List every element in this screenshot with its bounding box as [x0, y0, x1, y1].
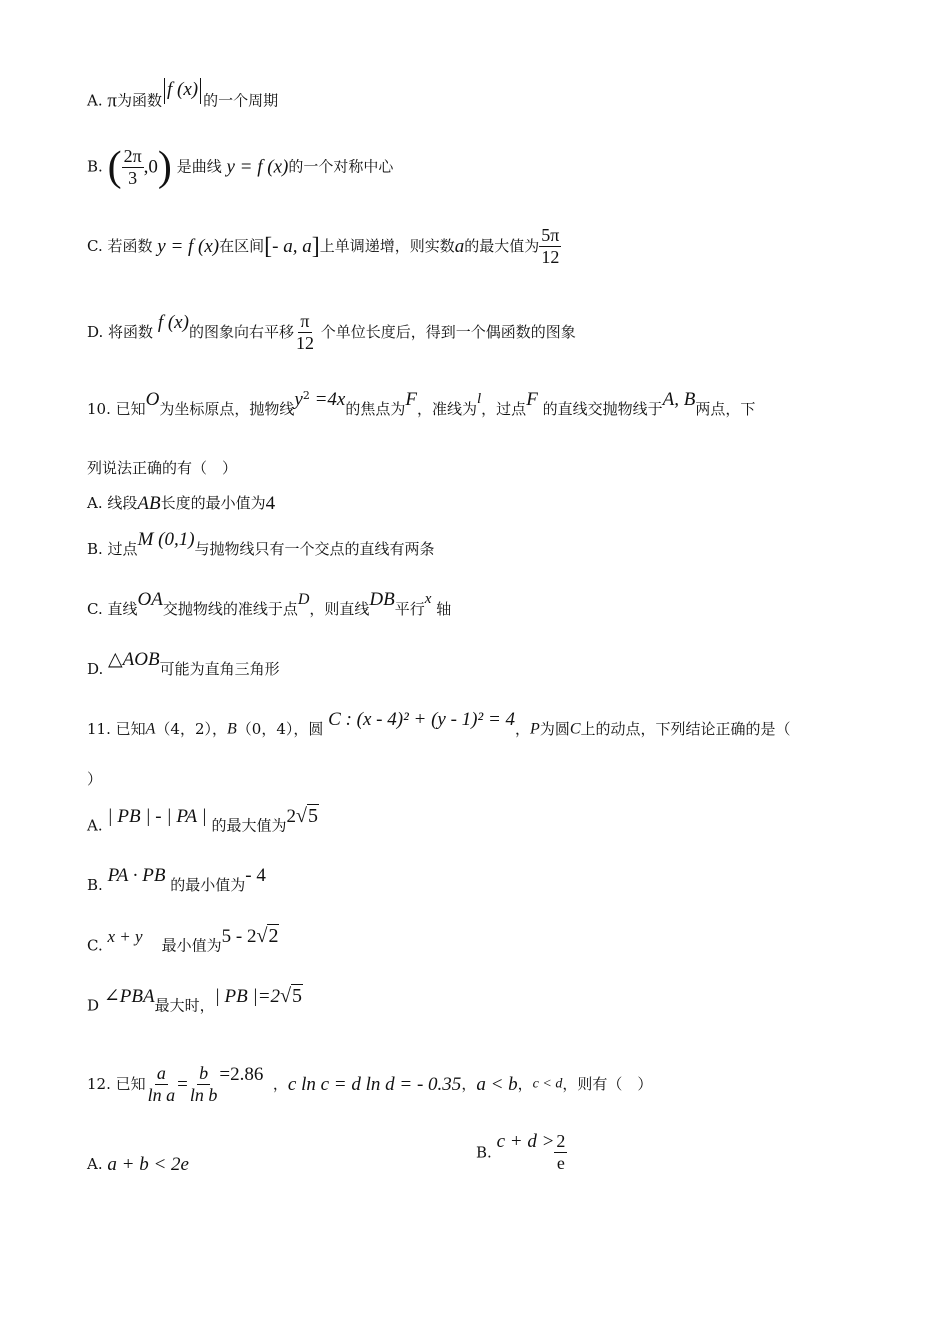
- q11-option-b: B. PA · PB 的最小值为- 4: [87, 865, 266, 894]
- q11-option-c: C. x + y 最小值为5 - 2√2: [87, 925, 279, 955]
- q9-option-d: D. 将函数 f (x)的图象向右平移 $\frac{\pi}{12}$ 个单位长度后，得到一个偶函数的图象: [87, 311, 576, 353]
- q10-option-b: B. 过点M (0,1)与抛物线只有一个交点的直线有两条: [87, 529, 435, 558]
- fraction-a-lna: $\frac{a}{\text{ln a}}$: [147, 1063, 176, 1105]
- q10-option-c: C. 直线OA交抛物线的准线于点D，则直线DB平行x 轴: [87, 589, 452, 618]
- interval: - a, a: [272, 235, 312, 257]
- sqrt-symbol: √5: [296, 805, 319, 827]
- q11-stem-continued: ）: [87, 770, 103, 788]
- fraction-5pi-12: $\frac{5\pi}{12}$: [541, 225, 560, 267]
- q9-option-a: A. π为函数f (x)的一个周期: [87, 79, 279, 112]
- q10-option-a: A. 线段AB长度的最小值为4: [87, 493, 276, 514]
- q11-option-d: D ∠PBA最大时，| PB |=2√5: [87, 985, 303, 1015]
- q10-stem-continued: 列说法正确的有（ ）: [87, 459, 238, 477]
- fraction-b-lnb: $\frac{b}{\text{ln b}}$: [189, 1063, 218, 1105]
- fraction-pi-12: $\frac{\pi}{12}$: [295, 311, 314, 353]
- q11-option-a: A. | PB | - | PA | 的最大值为2√5: [87, 805, 319, 835]
- sqrt-symbol: √5: [280, 985, 303, 1007]
- q12-option-a: A. a + b < 2e: [87, 1154, 189, 1175]
- q12-option-b: B. c + d > $\frac{2}{e}$: [476, 1131, 566, 1173]
- triangle-aob: △AOB: [108, 649, 160, 670]
- q9-option-c: C. 若函数 y = f (x)在区间[- a, a]上单调递增，则实数a的最大值为 $\frac{5\pi}{12}$: [87, 225, 560, 267]
- q12-stem: 12. 已知 $\frac{a}{\text{ln a}}$ = $\frac{b}{\text{ln b}}$ =2.86 ，c ln c = d ln d = - 0.35，a < b，c < d，则有（ ）: [87, 1063, 653, 1105]
- sqrt-symbol: √2: [256, 925, 279, 947]
- q11-stem: 11. 已知A（4，2），B（0，4），圆 C : (x - 4)² + (y - 1)² = 4，P为圆C上的动点，下列结论正确的是（: [87, 709, 791, 738]
- pi-symbol: π: [107, 90, 117, 112]
- q10-stem: 10. 已知O为坐标原点，抛物线$y^2 =4x$的焦点为F，准线为l，过点F 的直线交抛物线于A, B两点，下: [87, 389, 756, 418]
- function-fx: f (x): [166, 79, 199, 100]
- fraction-2pi-3: $\frac{2\pi}{3}$: [123, 145, 142, 188]
- circle-equation: C : (x - 4)² + (y - 1)² = 4: [328, 709, 516, 730]
- fraction-2-e: $\frac{2}{e}$: [556, 1131, 566, 1173]
- q10-option-d: D. △AOB可能为直角三角形: [87, 649, 280, 678]
- q9-option-b: B. ( $\frac{2\pi}{3}$ ,0) 是曲线 y = f (x)的一个对称中心: [87, 144, 394, 190]
